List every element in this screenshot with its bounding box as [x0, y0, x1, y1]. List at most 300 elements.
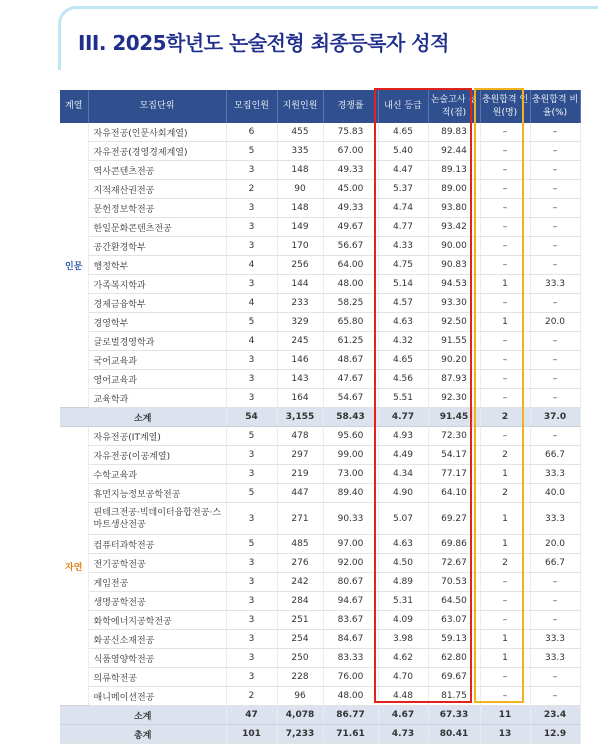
value-cell: – — [480, 294, 530, 313]
table-row — [60, 649, 580, 668]
unit-name-cell: 자유전공(이공계열) — [88, 446, 226, 465]
unit-name-cell: 교육학과 — [88, 389, 226, 408]
value-cell: 72.67 — [428, 554, 480, 573]
value-cell: 4 — [226, 332, 277, 351]
value-cell: – — [480, 256, 530, 275]
value-cell: 242 — [277, 573, 323, 592]
value-cell: 89.83 — [428, 123, 480, 142]
value-cell: – — [530, 573, 580, 592]
value-cell: 3 — [226, 275, 277, 294]
value-cell: – — [530, 389, 580, 408]
value-cell: 101 — [226, 725, 277, 744]
value-cell: 84.67 — [323, 630, 378, 649]
value-cell: 5.37 — [378, 180, 428, 199]
value-cell: – — [530, 142, 580, 161]
value-cell: 90.83 — [428, 256, 480, 275]
header-cell: 충원합격 인원(명) — [480, 90, 530, 123]
value-cell: 2 — [480, 446, 530, 465]
header-row — [60, 90, 580, 123]
value-cell: 4.50 — [378, 554, 428, 573]
value-cell: 63.07 — [428, 611, 480, 630]
value-cell: 73.00 — [323, 465, 378, 484]
value-cell: 67.00 — [323, 142, 378, 161]
unit-name-cell: 경영학부 — [88, 313, 226, 332]
results-table — [60, 90, 581, 744]
value-cell: – — [480, 180, 530, 199]
value-cell: 4.47 — [378, 161, 428, 180]
value-cell: – — [530, 218, 580, 237]
value-cell: 1 — [480, 313, 530, 332]
value-cell: 3 — [226, 611, 277, 630]
value-cell: – — [480, 370, 530, 389]
table-row — [60, 313, 580, 332]
value-cell: 94.67 — [323, 592, 378, 611]
category-cell: 인문 — [60, 123, 88, 408]
unit-name-cell: 전기공학전공 — [88, 554, 226, 573]
table-body — [60, 123, 580, 744]
value-cell: 6 — [226, 123, 277, 142]
unit-name-cell: 게임전공 — [88, 573, 226, 592]
value-cell: – — [530, 592, 580, 611]
table-row — [60, 218, 580, 237]
table-row — [60, 161, 580, 180]
value-cell: 90.00 — [428, 237, 480, 256]
value-cell: 5 — [226, 142, 277, 161]
unit-name-cell: 공간환경학부 — [88, 237, 226, 256]
value-cell: 48.67 — [323, 351, 378, 370]
value-cell: 3 — [226, 446, 277, 465]
value-cell: 3 — [226, 237, 277, 256]
value-cell: 3.98 — [378, 630, 428, 649]
value-cell: 4.77 — [378, 218, 428, 237]
value-cell: – — [480, 389, 530, 408]
value-cell: 4.09 — [378, 611, 428, 630]
table-row — [60, 256, 580, 275]
value-cell: 95.60 — [323, 427, 378, 446]
value-cell: 4.48 — [378, 687, 428, 706]
value-cell: 3 — [226, 573, 277, 592]
value-cell: 3 — [226, 668, 277, 687]
value-cell: 64.10 — [428, 484, 480, 503]
value-cell: 37.0 — [530, 408, 580, 427]
value-cell: 33.3 — [530, 503, 580, 535]
value-cell: 54.17 — [428, 446, 480, 465]
value-cell: 143 — [277, 370, 323, 389]
value-cell: – — [480, 199, 530, 218]
value-cell: 447 — [277, 484, 323, 503]
value-cell: 2 — [226, 180, 277, 199]
value-cell: 54.67 — [323, 389, 378, 408]
table-row — [60, 237, 580, 256]
unit-name-cell: 수학교육과 — [88, 465, 226, 484]
table-row — [60, 294, 580, 313]
table-row — [60, 123, 580, 142]
value-cell: 5.31 — [378, 592, 428, 611]
value-cell: 4 — [226, 256, 277, 275]
value-cell: 92.44 — [428, 142, 480, 161]
value-cell: 59.13 — [428, 630, 480, 649]
value-cell: 3 — [226, 161, 277, 180]
header-cell: 지원인원 — [277, 90, 323, 123]
value-cell: 93.30 — [428, 294, 480, 313]
unit-name-cell: 한일문화콘텐츠전공 — [88, 218, 226, 237]
value-cell: 3 — [226, 630, 277, 649]
value-cell: 4.65 — [378, 351, 428, 370]
table-row — [60, 535, 580, 554]
table-row — [60, 142, 580, 161]
value-cell: 4.32 — [378, 332, 428, 351]
table-row — [60, 611, 580, 630]
table-row — [60, 199, 580, 218]
value-cell: – — [530, 332, 580, 351]
value-cell: 33.3 — [530, 465, 580, 484]
value-cell: 90 — [277, 180, 323, 199]
value-cell: – — [530, 161, 580, 180]
value-cell: 12.9 — [530, 725, 580, 744]
value-cell: 2 — [480, 554, 530, 573]
value-cell: 62.80 — [428, 649, 480, 668]
value-cell: – — [530, 687, 580, 706]
value-cell: 228 — [277, 668, 323, 687]
value-cell: 233 — [277, 294, 323, 313]
page-title: III. 2025학년도 논술전형 최종등록자 성적 — [78, 31, 449, 55]
value-cell: 5 — [226, 535, 277, 554]
table-row — [60, 484, 580, 503]
unit-name-cell: 경제금융학부 — [88, 294, 226, 313]
table-row — [60, 351, 580, 370]
value-cell: 20.0 — [530, 313, 580, 332]
unit-name-cell: 식품영양학전공 — [88, 649, 226, 668]
unit-name-cell: 자유전공(IT계열) — [88, 427, 226, 446]
table-row — [60, 630, 580, 649]
header-cell: 모집인원 — [226, 90, 277, 123]
value-cell: 148 — [277, 199, 323, 218]
value-cell: 485 — [277, 535, 323, 554]
value-cell: 13 — [480, 725, 530, 744]
header-cell: 계열 — [60, 90, 88, 123]
value-cell: 146 — [277, 351, 323, 370]
table-row — [60, 465, 580, 484]
value-cell: 5.14 — [378, 275, 428, 294]
unit-name-cell: 자유전공(경영경제계열) — [88, 142, 226, 161]
value-cell: 소계 — [60, 706, 226, 725]
value-cell: 83.67 — [323, 611, 378, 630]
value-cell: – — [480, 161, 530, 180]
header-cell: 논술고사 성적(점) — [428, 90, 480, 123]
value-cell: – — [530, 199, 580, 218]
value-cell: – — [480, 123, 530, 142]
value-cell: 3 — [226, 389, 277, 408]
value-cell: 149 — [277, 218, 323, 237]
value-cell: 170 — [277, 237, 323, 256]
value-cell: 89.00 — [428, 180, 480, 199]
table-row — [60, 275, 580, 294]
value-cell: 1 — [480, 535, 530, 554]
value-cell: 5 — [226, 313, 277, 332]
table-row — [60, 668, 580, 687]
value-cell: 64.00 — [323, 256, 378, 275]
value-cell: 71.61 — [323, 725, 378, 744]
value-cell: 250 — [277, 649, 323, 668]
value-cell: 4.77 — [378, 408, 428, 427]
value-cell: 478 — [277, 427, 323, 446]
unit-name-cell: 의류학전공 — [88, 668, 226, 687]
value-cell: – — [530, 123, 580, 142]
value-cell: 64.50 — [428, 592, 480, 611]
value-cell: 4 — [226, 294, 277, 313]
table-row — [60, 592, 580, 611]
value-cell: 251 — [277, 611, 323, 630]
table-row — [60, 573, 580, 592]
value-cell: – — [480, 687, 530, 706]
value-cell: 67.33 — [428, 706, 480, 725]
value-cell: 329 — [277, 313, 323, 332]
total-row — [60, 725, 580, 744]
value-cell: 94.53 — [428, 275, 480, 294]
value-cell: 77.17 — [428, 465, 480, 484]
value-cell: – — [530, 668, 580, 687]
value-cell: 271 — [277, 503, 323, 535]
value-cell: 33.3 — [530, 630, 580, 649]
value-cell: 3 — [226, 649, 277, 668]
value-cell: 40.0 — [530, 484, 580, 503]
value-cell: 90.33 — [323, 503, 378, 535]
value-cell: 335 — [277, 142, 323, 161]
value-cell: 2 — [226, 687, 277, 706]
value-cell: 4.56 — [378, 370, 428, 389]
value-cell: 47.67 — [323, 370, 378, 389]
table-row — [60, 370, 580, 389]
table-row — [60, 554, 580, 573]
value-cell: 4.90 — [378, 484, 428, 503]
value-cell: 4.93 — [378, 427, 428, 446]
value-cell: 1 — [480, 649, 530, 668]
value-cell: 90.20 — [428, 351, 480, 370]
value-cell: 4.74 — [378, 199, 428, 218]
value-cell: – — [530, 427, 580, 446]
value-cell: 245 — [277, 332, 323, 351]
value-cell: 70.53 — [428, 573, 480, 592]
value-cell: 66.7 — [530, 554, 580, 573]
value-cell: 93.42 — [428, 218, 480, 237]
value-cell: – — [480, 668, 530, 687]
subtotal-row — [60, 408, 580, 427]
unit-name-cell: 국어교육과 — [88, 351, 226, 370]
unit-name-cell: 문헌정보학전공 — [88, 199, 226, 218]
value-cell: 4.89 — [378, 573, 428, 592]
value-cell: 89.13 — [428, 161, 480, 180]
unit-name-cell: 역사콘텐츠전공 — [88, 161, 226, 180]
unit-name-cell: 애니메이션전공 — [88, 687, 226, 706]
value-cell: 54 — [226, 408, 277, 427]
value-cell: 83.33 — [323, 649, 378, 668]
unit-name-cell: 글로벌경영학과 — [88, 332, 226, 351]
value-cell: 1 — [480, 275, 530, 294]
value-cell: 72.30 — [428, 427, 480, 446]
value-cell: 56.67 — [323, 237, 378, 256]
value-cell: – — [480, 218, 530, 237]
value-cell: – — [480, 592, 530, 611]
value-cell: 11 — [480, 706, 530, 725]
unit-name-cell: 지적재산권전공 — [88, 180, 226, 199]
value-cell: 총계 — [60, 725, 226, 744]
table-row — [60, 687, 580, 706]
value-cell: 3,155 — [277, 408, 323, 427]
value-cell: 5 — [226, 484, 277, 503]
value-cell: 164 — [277, 389, 323, 408]
unit-name-cell: 자유전공(인문사회계열) — [88, 123, 226, 142]
value-cell: 7,233 — [277, 725, 323, 744]
value-cell: 4.63 — [378, 313, 428, 332]
value-cell: 33.3 — [530, 649, 580, 668]
value-cell: 1 — [480, 630, 530, 649]
unit-name-cell: 영어교육과 — [88, 370, 226, 389]
table-row — [60, 427, 580, 446]
value-cell: 49.33 — [323, 199, 378, 218]
value-cell: 3 — [226, 218, 277, 237]
unit-name-cell: 컴퓨터과학전공 — [88, 535, 226, 554]
value-cell: 3 — [226, 554, 277, 573]
unit-name-cell: 화학에너지공학전공 — [88, 611, 226, 630]
unit-name-cell: 가족복지학과 — [88, 275, 226, 294]
value-cell: 99.00 — [323, 446, 378, 465]
value-cell: 148 — [277, 161, 323, 180]
value-cell: 284 — [277, 592, 323, 611]
header-cell: 모집단위 — [88, 90, 226, 123]
value-cell: 4.62 — [378, 649, 428, 668]
value-cell: – — [480, 351, 530, 370]
value-cell: 4.49 — [378, 446, 428, 465]
value-cell: 96 — [277, 687, 323, 706]
value-cell: 소계 — [60, 408, 226, 427]
value-cell: – — [530, 237, 580, 256]
category-cell: 자연 — [60, 427, 88, 706]
value-cell: 48.00 — [323, 687, 378, 706]
value-cell: 20.0 — [530, 535, 580, 554]
table-row — [60, 389, 580, 408]
value-cell: 89.40 — [323, 484, 378, 503]
header-cell: 충원합격 비율(%) — [530, 90, 580, 123]
value-cell: 2 — [480, 484, 530, 503]
value-cell: – — [530, 351, 580, 370]
value-cell: 91.55 — [428, 332, 480, 351]
value-cell: 47 — [226, 706, 277, 725]
unit-name-cell: 핀테크전공·빅데이터융합전공·스마트생산전공 — [88, 503, 226, 535]
value-cell: 65.80 — [323, 313, 378, 332]
value-cell: – — [480, 611, 530, 630]
value-cell: 3 — [226, 199, 277, 218]
value-cell: – — [480, 237, 530, 256]
unit-name-cell: 행정학부 — [88, 256, 226, 275]
value-cell: 4.75 — [378, 256, 428, 275]
value-cell: 4.34 — [378, 465, 428, 484]
value-cell: 58.43 — [323, 408, 378, 427]
value-cell: – — [530, 180, 580, 199]
value-cell: 4.73 — [378, 725, 428, 744]
value-cell: 91.45 — [428, 408, 480, 427]
value-cell: – — [530, 370, 580, 389]
value-cell: 254 — [277, 630, 323, 649]
value-cell: 4,078 — [277, 706, 323, 725]
value-cell: 1 — [480, 503, 530, 535]
value-cell: 3 — [226, 465, 277, 484]
unit-name-cell: 화공신소재전공 — [88, 630, 226, 649]
value-cell: 4.63 — [378, 535, 428, 554]
value-cell: 5.40 — [378, 142, 428, 161]
value-cell: 4.57 — [378, 294, 428, 313]
table-row — [60, 332, 580, 351]
value-cell: 2 — [480, 408, 530, 427]
value-cell: 5.51 — [378, 389, 428, 408]
value-cell: 1 — [480, 465, 530, 484]
value-cell: 76.00 — [323, 668, 378, 687]
value-cell: 97.00 — [323, 535, 378, 554]
value-cell: – — [480, 142, 530, 161]
value-cell: – — [530, 294, 580, 313]
value-cell: 92.50 — [428, 313, 480, 332]
value-cell: 92.00 — [323, 554, 378, 573]
value-cell: 455 — [277, 123, 323, 142]
value-cell: 75.83 — [323, 123, 378, 142]
table-row — [60, 446, 580, 465]
value-cell: 3 — [226, 503, 277, 535]
value-cell: 69.27 — [428, 503, 480, 535]
value-cell: 69.67 — [428, 668, 480, 687]
value-cell: 66.7 — [530, 446, 580, 465]
value-cell: 3 — [226, 351, 277, 370]
value-cell: 49.33 — [323, 161, 378, 180]
value-cell: 23.4 — [530, 706, 580, 725]
value-cell: 86.77 — [323, 706, 378, 725]
value-cell: 33.3 — [530, 275, 580, 294]
value-cell: 144 — [277, 275, 323, 294]
value-cell: 69.86 — [428, 535, 480, 554]
value-cell: 4.70 — [378, 668, 428, 687]
value-cell: 80.67 — [323, 573, 378, 592]
value-cell: 48.00 — [323, 275, 378, 294]
value-cell: 4.33 — [378, 237, 428, 256]
table-row — [60, 503, 580, 535]
unit-name-cell: 휴먼지능정보공학전공 — [88, 484, 226, 503]
value-cell: 5 — [226, 427, 277, 446]
value-cell: 4.67 — [378, 706, 428, 725]
value-cell: 81.75 — [428, 687, 480, 706]
value-cell: 276 — [277, 554, 323, 573]
value-cell: – — [480, 332, 530, 351]
value-cell: 45.00 — [323, 180, 378, 199]
unit-name-cell: 생명공학전공 — [88, 592, 226, 611]
value-cell: 3 — [226, 370, 277, 389]
value-cell: – — [530, 611, 580, 630]
value-cell: – — [480, 573, 530, 592]
value-cell: 80.41 — [428, 725, 480, 744]
value-cell: 87.93 — [428, 370, 480, 389]
value-cell: – — [530, 256, 580, 275]
value-cell: 61.25 — [323, 332, 378, 351]
value-cell: 49.67 — [323, 218, 378, 237]
header-cell: 경쟁률 — [323, 90, 378, 123]
value-cell: 219 — [277, 465, 323, 484]
value-cell: 3 — [226, 592, 277, 611]
table-row — [60, 180, 580, 199]
header-cell: 내신 등급 — [378, 90, 428, 123]
value-cell: 5.07 — [378, 503, 428, 535]
subtotal-row — [60, 706, 580, 725]
value-cell: 4.65 — [378, 123, 428, 142]
value-cell: 92.30 — [428, 389, 480, 408]
value-cell: 93.80 — [428, 199, 480, 218]
value-cell: 58.25 — [323, 294, 378, 313]
